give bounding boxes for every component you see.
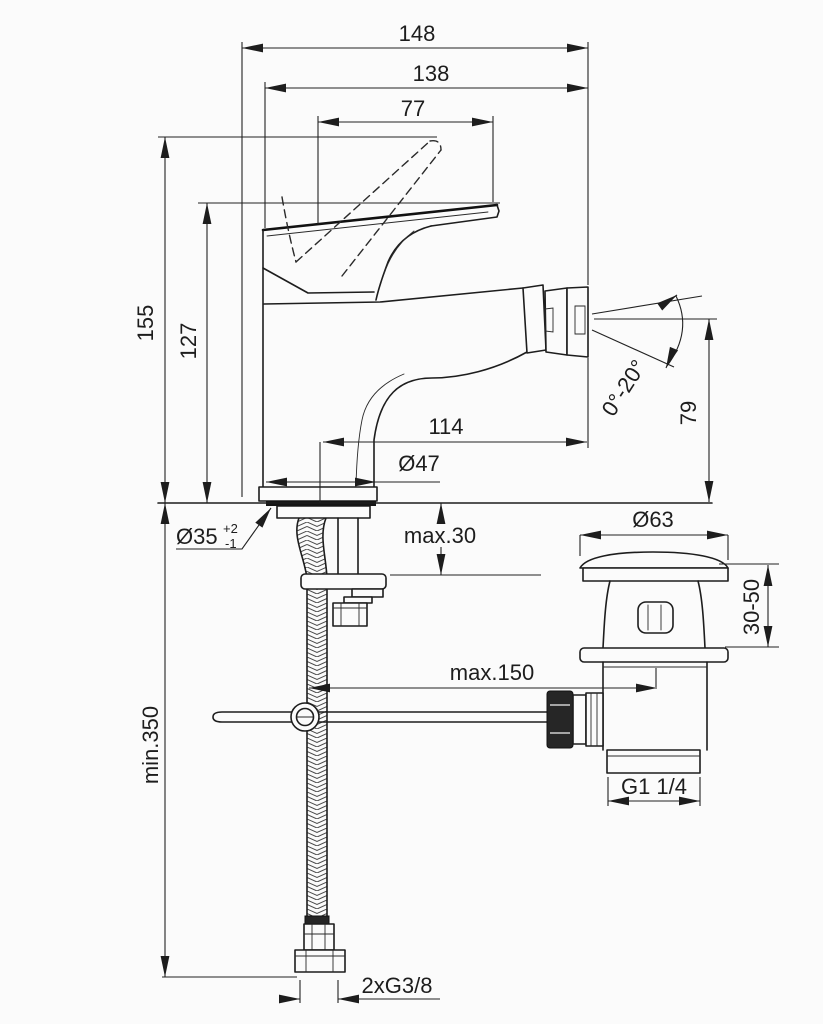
hose-end-fitting [304, 924, 334, 950]
drain-assembly [547, 552, 728, 773]
hose-nut [295, 950, 345, 972]
label-lever-rest-height: 127 [176, 322, 201, 360]
label-rod-offset-max: max.150 [449, 660, 535, 685]
label-supply-connections: 2xG3/8 [361, 973, 433, 998]
label-waste-thread: G1 1/4 [620, 774, 688, 799]
label-spout-angle-range: 0°-20° [596, 355, 651, 421]
label-spout-to-body-width: 138 [412, 61, 450, 86]
label-hose-min-length: min.350 [138, 705, 163, 785]
label-waste-deck-range: 30-50 [739, 578, 764, 636]
drain-plug-cap [580, 552, 728, 568]
mounting-nut [333, 603, 367, 626]
label-spout-reach: 114 [428, 414, 464, 439]
label-deck-thickness-max: max.30 [403, 523, 477, 548]
faucet-base-ring [259, 487, 377, 501]
drain-thread-section [607, 750, 700, 773]
dimension-labels [133, 21, 764, 998]
mounting-hardware [277, 506, 386, 626]
label-mount-hole-tol-lower: -1 [225, 536, 237, 551]
label-waste-flange-diameter: Ø63 [632, 507, 674, 532]
stud-washer [344, 597, 372, 603]
label-mount-hole-diameter: Ø35 [176, 524, 218, 549]
label-lever-length: 77 [400, 96, 426, 121]
bracket-tab [352, 589, 383, 597]
label-overall-width: 148 [398, 21, 436, 46]
pop-up-rod [213, 703, 547, 731]
label-base-diameter: Ø47 [398, 451, 440, 476]
threaded-stud [338, 518, 358, 574]
label-lever-raised-height: 155 [133, 304, 158, 342]
rod-ball-joint-boss [547, 691, 573, 748]
horseshoe-bracket [301, 574, 386, 589]
spout-angle-annotation [592, 295, 702, 368]
drain-overflow-window [638, 602, 673, 633]
spout-aerator [523, 285, 588, 357]
drain-flange [580, 648, 728, 662]
label-spout-outlet-height: 79 [676, 400, 701, 426]
hose-collar-band [305, 916, 329, 924]
label-mount-hole-tol-upper: +2 [223, 521, 238, 536]
base-gasket [277, 506, 370, 518]
